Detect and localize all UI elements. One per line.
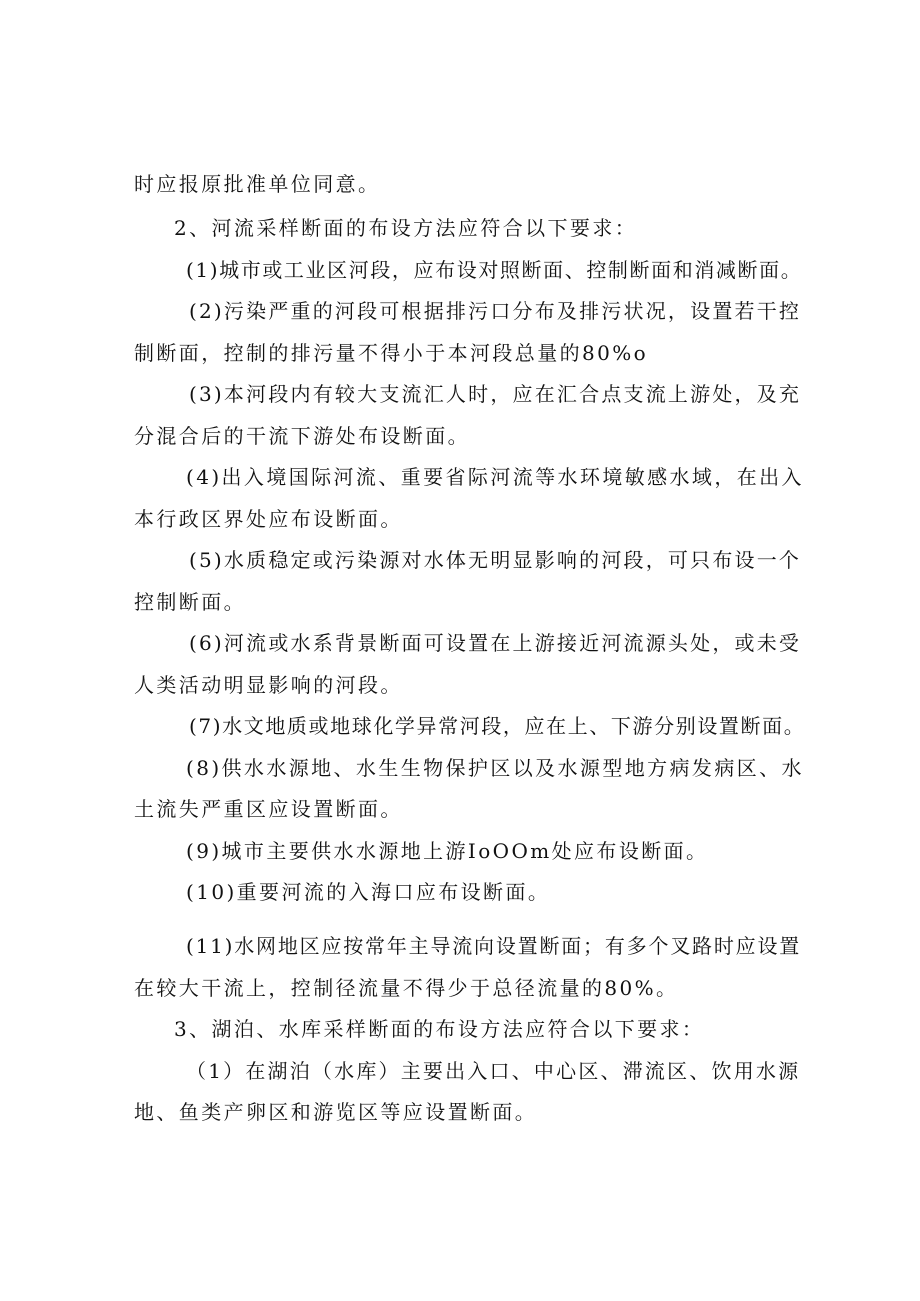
- text-line: 分混合后的干流下游处布设断面。: [134, 424, 470, 448]
- text-line: (7)水文地质或地球化学异常河段，应在上、下游分别设置断面。: [189, 714, 806, 738]
- text-line: 控制断面。: [134, 590, 246, 614]
- text-line: (11)水网地区应按常年主导流向设置断面；有多个叉路时应设置: [186, 934, 802, 958]
- text-line: (5)水质稳定或污染源对水体无明显影响的河段，可只布设一个: [189, 548, 802, 572]
- text-line: (8)供水水源地、水生生物保护区以及水源型地方病发病区、水: [186, 756, 804, 780]
- text-line: 3、湖泊、水库采样断面的布设方法应符合以下要求：: [174, 1017, 705, 1041]
- text-line: 人类活动明显影响的河段。: [134, 673, 403, 697]
- text-line: (2)污染严重的河段可根据排污口分布及排污状况，设置若干控: [189, 299, 802, 323]
- text-line: (9)城市主要供水水源地上游IoOOm处应布设断面。: [186, 839, 709, 863]
- text-line: (10)重要河流的入海口应布设断面。: [186, 880, 551, 904]
- text-line: 时应报原批准单位同意。: [134, 172, 381, 196]
- text-line: (3)本河段内有较大支流汇人时，应在汇合点支流上游处，及充: [189, 382, 802, 406]
- text-line: 在较大干流上，控制径流量不得少于总径流量的80%。: [134, 976, 679, 1000]
- text-line: 土流失严重区应设置断面。: [134, 797, 403, 821]
- text-line: (6)河流或水系背景断面可设置在上游接近河流源头处，或未受: [189, 631, 802, 655]
- text-line: 本行政区界处应布设断面。: [134, 507, 403, 531]
- text-line: (4)出入境国际河流、重要省际河流等水环境敏感水域，在出入: [186, 465, 804, 489]
- text-line: （1）在湖泊（水库）主要出入口、中心区、滞流区、饮用水源: [186, 1059, 801, 1083]
- text-line: 2、河流采样断面的布设方法应符合以下要求：: [174, 216, 638, 240]
- text-line: 制断面，控制的排污量不得小于本河段总量的80%o: [134, 341, 649, 365]
- text-line: 地、鱼类产卵区和游览区等应设置断面。: [134, 1100, 538, 1124]
- text-line: (1)城市或工业区河段，应布设对照断面、控制断面和消减断面。: [186, 258, 803, 282]
